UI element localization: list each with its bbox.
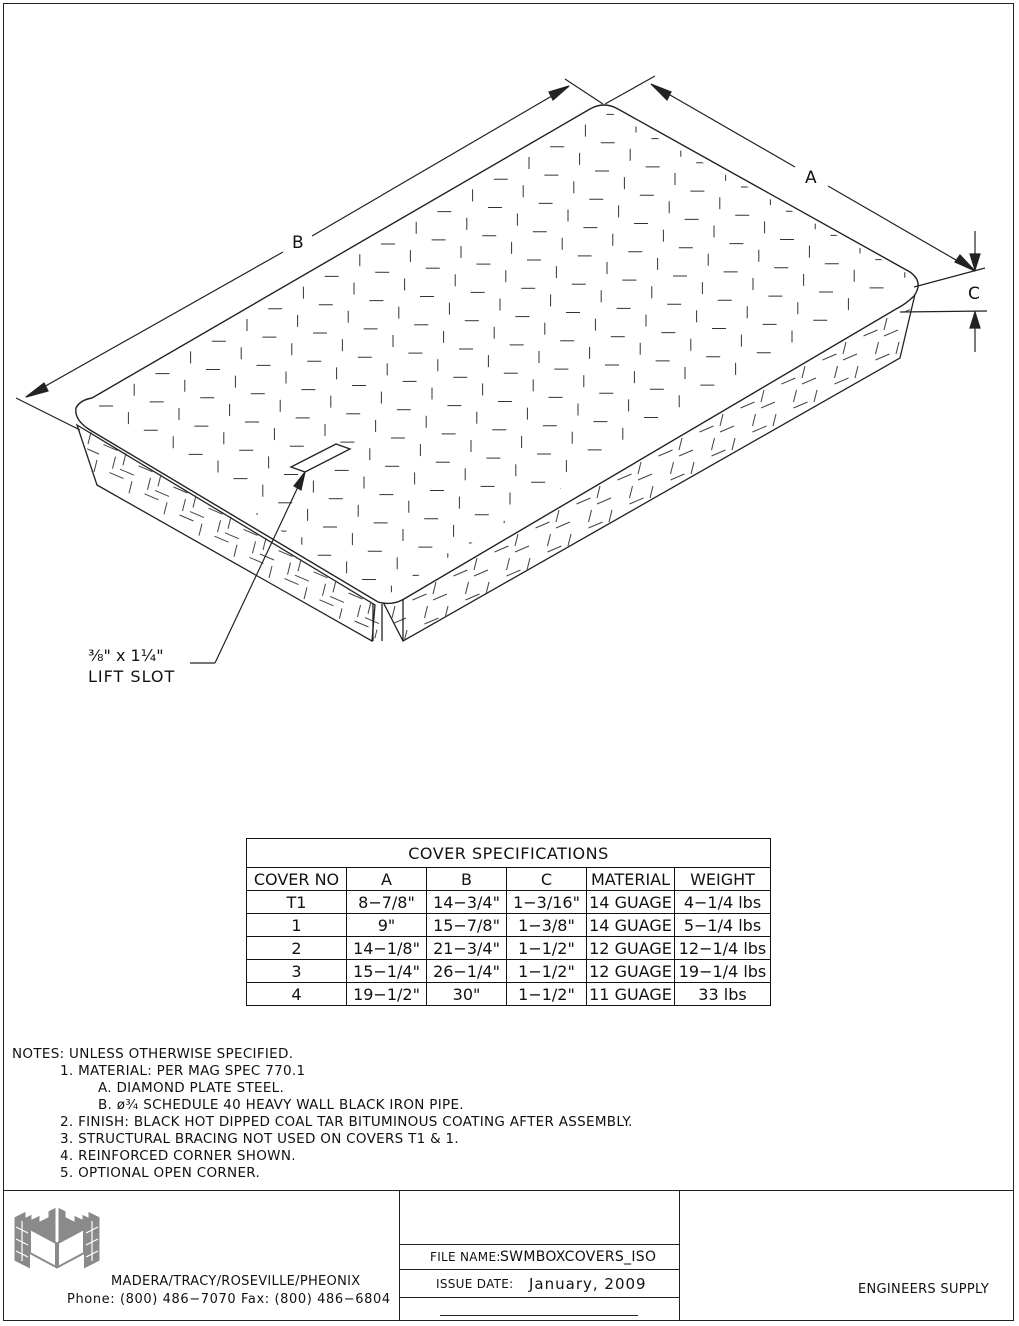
cell-cover-no: 3	[247, 960, 347, 983]
issue-date-label: ISSUE DATE:	[436, 1277, 514, 1291]
table-row	[247, 960, 771, 983]
file-name-label: FILE NAME:	[430, 1250, 501, 1264]
cell-a: 15−1/4"	[347, 960, 427, 983]
cell-weight: 19−1/4 lbs	[675, 960, 771, 983]
cell-cover-no: 2	[247, 937, 347, 960]
dimension-c-label: C	[968, 284, 980, 304]
lift-slot-size: ⅜" x 1¼"	[88, 646, 164, 665]
cell-a: 14−1/8"	[347, 937, 427, 960]
header-c: C	[507, 868, 587, 891]
title-block-rule	[399, 1269, 679, 1270]
cell-c: 1−3/8"	[507, 914, 587, 937]
file-name: SWMBOXCOVERS_ISO	[500, 1249, 657, 1265]
diamond-plate-mark	[917, 318, 920, 330]
cell-b: 14−3/4"	[427, 891, 507, 914]
table-row	[247, 937, 771, 960]
note-3: 3. STRUCTURAL BRACING NOT USED ON COVERS T1 & 1.	[60, 1131, 460, 1147]
cell-c: 1−1/2"	[507, 983, 587, 1006]
company-locations: MADERA/TRACY/ROSEVILLE/PHEONIX	[111, 1274, 361, 1289]
diamond-plate-mark	[374, 630, 377, 642]
lift-slot-label: LIFT SLOT	[88, 667, 176, 686]
cell-cover-no: 4	[247, 983, 347, 1006]
cell-weight: 4−1/4 lbs	[675, 891, 771, 914]
cell-cover-no: T1	[247, 891, 347, 914]
header-cover-no: COVER NO	[247, 868, 347, 891]
cell-c: 1−3/16"	[507, 891, 587, 914]
cell-c: 1−1/2"	[507, 937, 587, 960]
table-row	[247, 914, 771, 937]
cell-material: 12 GUAGE	[587, 960, 675, 983]
cell-material: 12 GUAGE	[587, 937, 675, 960]
table-row	[247, 983, 771, 1006]
diamond-plate-mark	[917, 330, 931, 336]
cell-material: 11 GUAGE	[587, 983, 675, 1006]
notes-heading: NOTES: UNLESS OTHERWISE SPECIFIED.	[12, 1046, 294, 1062]
cover-specifications-table	[246, 838, 771, 1006]
general-notes	[12, 1046, 633, 1182]
title-block-divider	[399, 1191, 400, 1321]
cell-b: 15−7/8"	[427, 914, 507, 937]
note-1a: A. DIAMOND PLATE STEEL.	[98, 1080, 285, 1096]
header-weight: WEIGHT	[675, 868, 771, 891]
table-title: COVER SPECIFICATIONS	[247, 839, 771, 868]
dimension-b-label: B	[292, 233, 304, 253]
cell-material: 14 GUAGE	[587, 891, 675, 914]
cell-weight: 5−1/4 lbs	[675, 914, 771, 937]
cell-b: 26−1/4"	[427, 960, 507, 983]
table-row	[247, 891, 771, 914]
cell-c: 1−1/2"	[507, 960, 587, 983]
cell-weight: 33 lbs	[675, 983, 771, 1006]
cell-b: 30"	[427, 983, 507, 1006]
header-a: A	[347, 868, 427, 891]
note-2: 2. FINISH: BLACK HOT DIPPED COAL TAR BITUMINOUS COATING AFTER ASSEMBLY.	[60, 1114, 633, 1130]
title-block-divider	[679, 1191, 680, 1321]
cell-a: 9"	[347, 914, 427, 937]
header-material: MATERIAL	[587, 868, 675, 891]
cell-a: 8−7/8"	[347, 891, 427, 914]
cell-b: 21−3/4"	[427, 937, 507, 960]
note-1: 1. MATERIAL: PER MAG SPEC 770.1	[60, 1063, 306, 1079]
company-phone: Phone: (800) 486−7070 Fax: (800) 486−6804	[67, 1292, 391, 1307]
dimension-a-label: A	[805, 168, 817, 188]
cell-material: 14 GUAGE	[587, 914, 675, 937]
title-block	[3, 1190, 1014, 1321]
title-block-rule	[399, 1244, 679, 1245]
cell-cover-no: 1	[247, 914, 347, 937]
company-logo-icon	[12, 1203, 102, 1283]
note-1b: B. ø¾ SCHEDULE 40 HEAVY WALL BLACK IRON PIPE.	[98, 1097, 464, 1113]
issue-date: January, 2009	[529, 1275, 647, 1293]
title-block-rule	[399, 1297, 679, 1298]
signature-line	[440, 1315, 638, 1316]
note-4: 4. REINFORCED CORNER SHOWN.	[60, 1148, 296, 1164]
cell-a: 19−1/2"	[347, 983, 427, 1006]
company-name: ENGINEERS SUPPLY	[858, 1282, 990, 1297]
header-b: B	[427, 868, 507, 891]
cell-weight: 12−1/4 lbs	[675, 937, 771, 960]
note-5: 5. OPTIONAL OPEN CORNER.	[60, 1165, 261, 1181]
table-header-row	[247, 868, 771, 891]
